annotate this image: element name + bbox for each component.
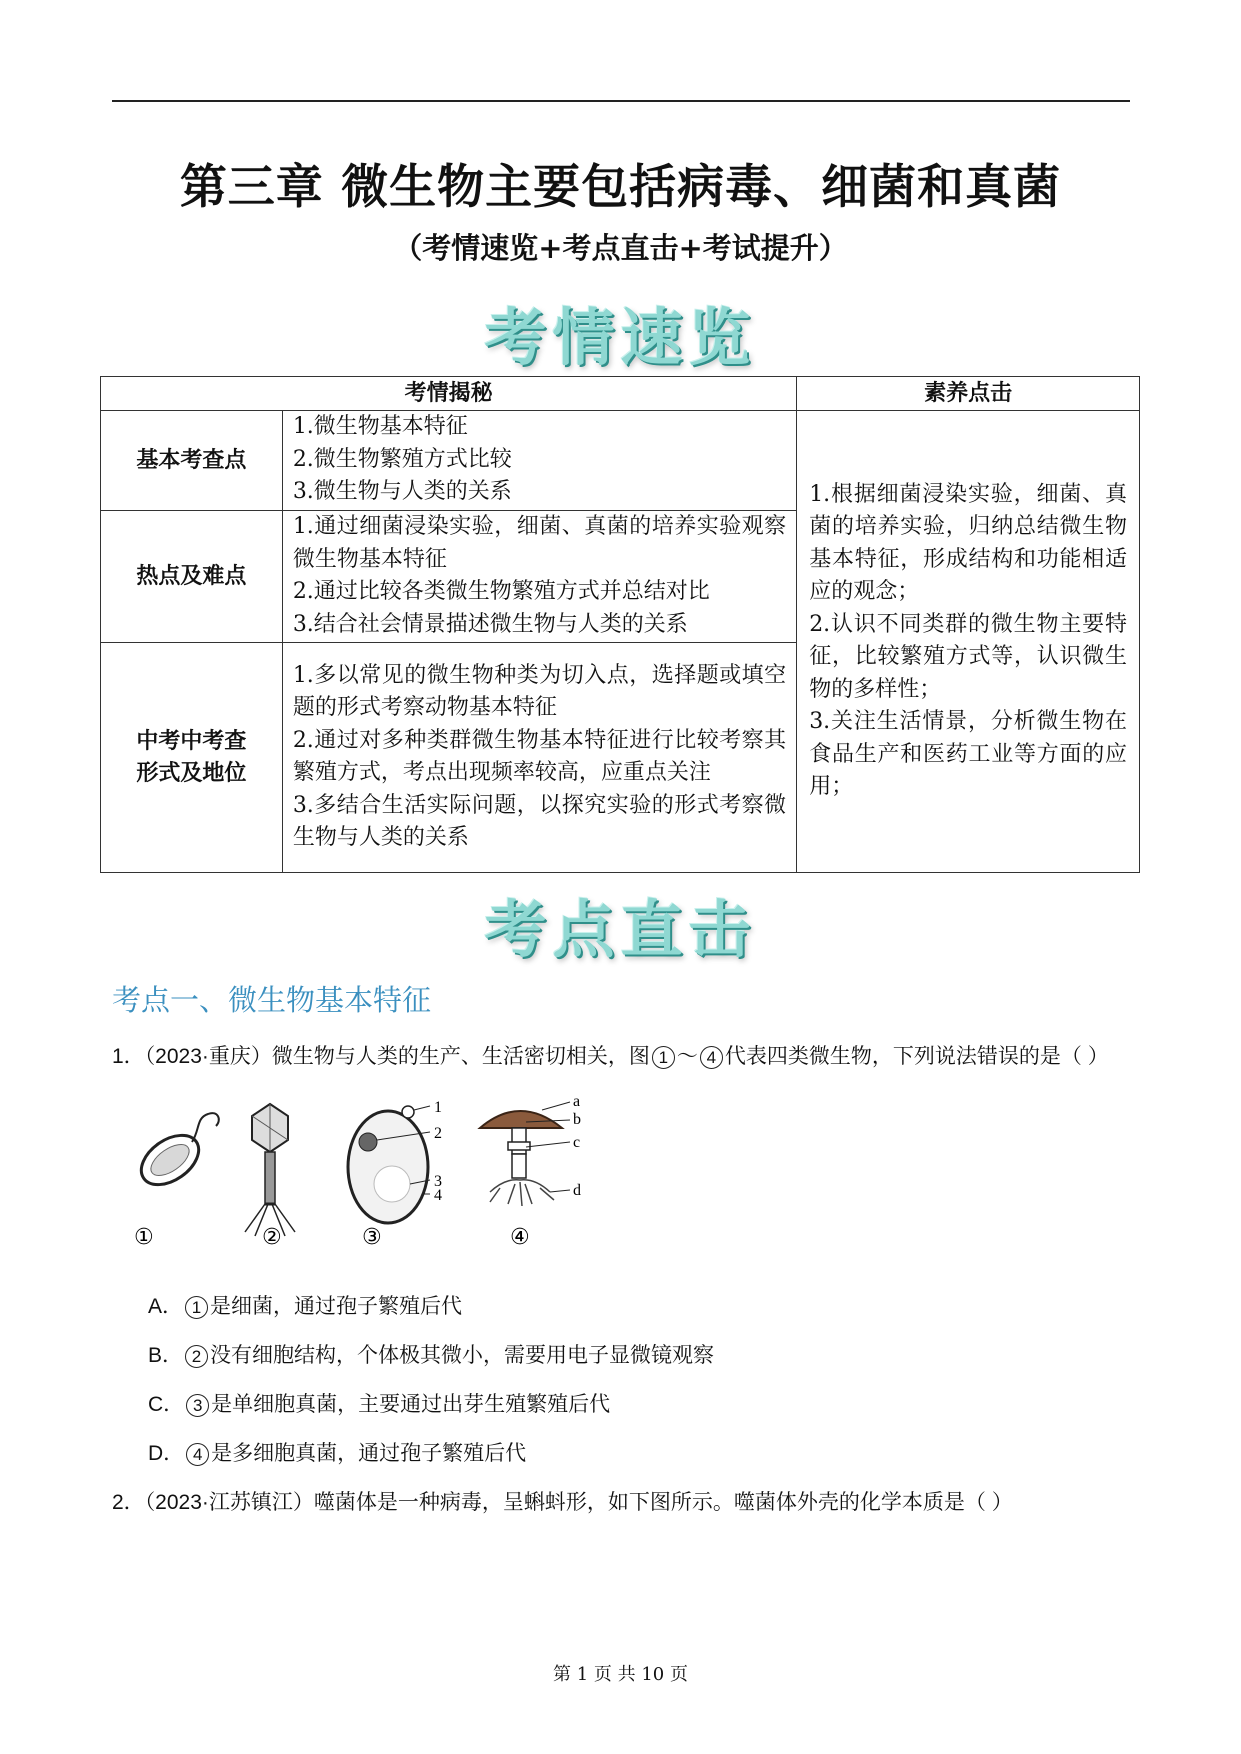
circled-number: 4: [700, 1046, 723, 1069]
table-line: 2.通过对多种类群微生物基本特征进行比较考察其繁殖方式，考点出现频率较高，应重点关注: [292, 727, 787, 785]
row-label-basic: 基本考查点: [101, 410, 283, 510]
cell-label-2: 2: [434, 1125, 442, 1142]
microorganisms-figure: [130, 1092, 610, 1252]
question-text: （2023·重庆）微生物与人类的生产、生活密切相关，图: [144, 1045, 650, 1068]
cell-label-3: 3: [434, 1173, 442, 1190]
section-heading: 考点一、微生物基本特征: [112, 985, 432, 1017]
table-line: 2.通过比较各类微生物繁殖方式并总结对比: [292, 579, 710, 604]
yeast-drawing: [348, 1099, 442, 1223]
row-content-form: [282, 642, 796, 872]
option-letter: C．: [148, 1393, 185, 1416]
page-title: 第三章 微生物主要包括病毒、细菌和真菌: [179, 160, 1062, 215]
suyang-cell: [797, 410, 1140, 872]
question-1-stem: [112, 1040, 1109, 1070]
figure-number-3: ③: [362, 1225, 382, 1250]
table-line: 1.微生物基本特征: [292, 414, 468, 440]
row-label-hotspot: 热点及难点: [101, 510, 283, 642]
tilde: ～: [676, 1045, 698, 1068]
banner-kaoqing: 考情速览: [484, 301, 757, 374]
label-line: 形式及地位: [136, 760, 247, 785]
table-line: 1.根据细菌浸染实验，细菌、真菌的培养实验，归纳总结微生物基本特征，形成结构和功能相适应的观念；: [809, 481, 1127, 604]
virus-drawing: [245, 1104, 295, 1236]
table-line: 1.多以常见的微生物种类为切入点，选择题或填空题的形式考察动物基本特征: [292, 662, 787, 720]
label-line: 中考中考查: [136, 727, 247, 753]
table-line: 3.结合社会情景描述微生物与人类的关系: [292, 611, 688, 637]
mushroom-label-c: c: [573, 1134, 581, 1151]
mushroom-drawing: [480, 1093, 581, 1206]
option-text: 没有细胞结构，个体极其微小，需要用电子显微镜观察: [210, 1344, 715, 1367]
table-line: 2.认识不同类群的微生物主要特征，比较繁殖方式等，认识微生物的多样性；: [809, 611, 1127, 702]
table-line: 3.多结合生活实际问题，以探究实验的形式考察微生物与人类的关系: [292, 792, 787, 850]
question-text: 代表四类微生物，下列说法错误的是（ ）: [724, 1045, 1109, 1068]
mushroom-label-d: d: [573, 1182, 581, 1199]
circled-number: 4: [186, 1443, 209, 1466]
option-letter: A．: [148, 1295, 184, 1318]
table-header-kaoqing: 考情揭秘: [101, 377, 797, 411]
table-line: 1.通过细菌浸染实验，细菌、真菌的培养实验观察微生物基本特征: [292, 514, 787, 572]
option-d[interactable]: [148, 1437, 526, 1467]
page-footer: 第 1 页 共 10 页: [553, 1664, 688, 1685]
top-rule: [112, 100, 1130, 102]
figure-number-1: ①: [134, 1225, 154, 1250]
question-number: 2．: [112, 1491, 145, 1514]
question-2-stem: [112, 1486, 1013, 1516]
cell-label-4: 4: [434, 1187, 442, 1204]
circled-number: 1: [185, 1296, 208, 1319]
row-content-hotspot: [282, 510, 796, 642]
circled-number: 2: [185, 1345, 208, 1368]
table-line: 3.关注生活情景，分析微生物在食品生产和医药工业等方面的应用；: [809, 709, 1127, 799]
exam-overview-table: [100, 376, 1140, 873]
figure-number-4: ④: [510, 1225, 530, 1250]
option-letter: D．: [148, 1442, 185, 1465]
table-header-suyang: 素养点击: [797, 377, 1140, 411]
banner-kaodian: 考点直击: [484, 893, 757, 966]
option-text: 是多细胞真菌，通过孢子繁殖后代: [211, 1442, 527, 1465]
mushroom-label-a: a: [573, 1093, 581, 1110]
option-text: 是单细胞真菌，主要通过出芽生殖繁殖后代: [211, 1393, 611, 1416]
option-letter: B．: [148, 1344, 184, 1367]
option-b[interactable]: [148, 1339, 714, 1369]
figure-number-2: ②: [262, 1225, 282, 1250]
circled-number: 1: [652, 1046, 675, 1069]
table-line: 3.微生物与人类的关系: [292, 479, 512, 505]
question-text: （2023·江苏镇江）噬菌体是一种病毒，呈蝌蚪形，如下图所示。噬菌体外壳的化学本质是（ ）: [144, 1491, 1013, 1514]
question-number: 1．: [112, 1045, 145, 1068]
cell-label-1: 1: [434, 1099, 442, 1116]
page-subtitle: （考情速览+考点直击+考试提升）: [393, 231, 848, 265]
row-content-basic: [282, 410, 796, 510]
option-c[interactable]: [148, 1388, 610, 1418]
option-text: 是细菌，通过孢子繁殖后代: [210, 1295, 463, 1318]
bacterium-drawing: [132, 1113, 219, 1195]
row-label-form: [101, 642, 283, 872]
circled-number: 3: [186, 1394, 209, 1417]
option-a[interactable]: [148, 1290, 462, 1320]
mushroom-label-b: b: [573, 1111, 581, 1128]
table-line: 2.微生物繁殖方式比较: [292, 446, 512, 472]
